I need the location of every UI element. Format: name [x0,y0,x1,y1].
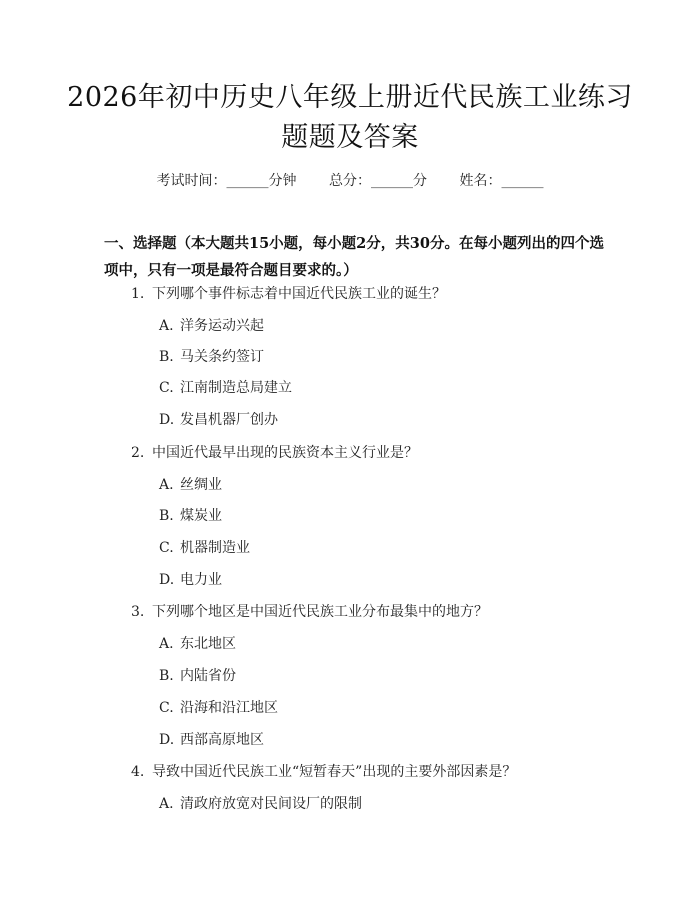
option-4a [159,793,362,813]
option-text: 东北地区 [180,636,236,652]
question-number: 1. [131,286,145,302]
option-2c [159,537,250,557]
option-letter: A. [159,318,174,334]
question-text: 中国近代最早出现的民族资本主义行业是？ [152,445,418,461]
exam-time-field: 考试时间：______分钟 [156,173,297,189]
option-letter: B. [159,508,174,524]
option-letter: B. [159,349,174,365]
option-text: 沿海和沿江地区 [180,700,278,716]
option-text: 机器制造业 [180,540,250,556]
option-text: 西部高原地区 [180,732,264,748]
option-3c [159,697,278,717]
option-text: 江南制造总局建立 [180,380,292,396]
option-text: 洋务运动兴起 [180,318,264,334]
option-text: 电力业 [180,572,222,588]
option-letter: C. [159,700,174,716]
option-1c [159,377,292,397]
option-text: 内陆省份 [180,668,236,684]
option-2a [159,474,222,494]
option-text: 丝绸业 [180,477,222,493]
total-score-field: 总分：______分 [329,173,427,189]
option-letter: D. [159,732,175,748]
question-3 [131,601,488,621]
option-letter: A. [159,636,174,652]
document-title: 2026年初中历史八年级上册近代民族工业练习题题及答案 [67,82,633,153]
question-number: 3. [131,604,145,620]
option-text: 清政府放宽对民间设厂的限制 [180,796,362,812]
option-letter: A. [159,796,174,812]
option-3a [159,633,236,653]
question-number: 2. [131,445,145,461]
question-number: 4. [131,764,145,780]
exam-meta [0,170,700,190]
option-letter: C. [159,540,174,556]
option-1b [159,346,264,366]
option-1d [159,409,278,429]
option-text: 煤炭业 [180,508,222,524]
option-3d [159,729,264,749]
question-1 [131,283,446,303]
option-text: 发昌机器厂创办 [180,412,278,428]
option-1a [159,315,264,335]
option-letter: A. [159,477,174,493]
option-letter: D. [159,412,175,428]
option-2d [159,569,222,589]
section-heading: 一、选择题（本大题共15小题，每小题2分，共30分。在每小题列出的四个选项中，只有一项是最符合题目要求的。） [104,235,604,279]
student-name-field: 姓名：______ [459,173,544,189]
question-2 [131,442,418,462]
question-text: 下列哪个地区是中国近代民族工业分布最集中的地方？ [152,604,488,620]
option-2b [159,505,222,525]
option-3b [159,665,236,685]
option-letter: C. [159,380,174,396]
option-letter: D. [159,572,175,588]
option-letter: B. [159,668,174,684]
question-4 [131,761,516,781]
question-text: 下列哪个事件标志着中国近代民族工业的诞生？ [152,286,446,302]
option-text: 马关条约签订 [180,349,264,365]
question-text: 导致中国近代民族工业“短暂春天”出现的主要外部因素是？ [152,764,517,780]
